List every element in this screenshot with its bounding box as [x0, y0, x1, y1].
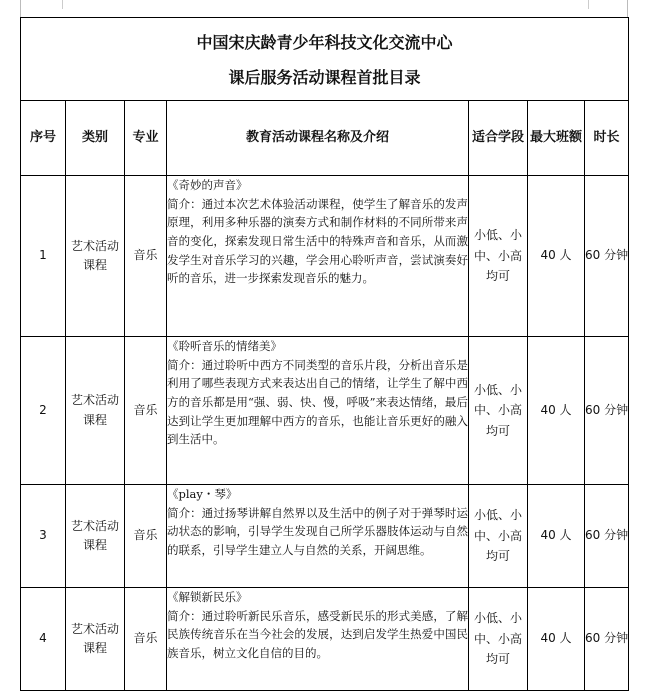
cell-max-class: 40 人 — [528, 485, 585, 588]
document-title: 中国宋庆龄青少年科技文化交流中心 — [196, 32, 453, 52]
cell-major: 音乐 — [125, 176, 167, 337]
col-header-suitable: 适合学段 — [469, 101, 528, 176]
cell-duration: 60 分钟 — [585, 337, 629, 485]
cell-major: 音乐 — [125, 588, 167, 691]
table-row — [21, 337, 629, 485]
cell-suitable: 小低、小中、小高均可 — [469, 588, 528, 691]
cell-no: 2 — [21, 337, 66, 485]
course-intro: 简介：通过本次艺术体验活动课程，使学生了解音乐的发声原理，利用多种乐器的演奏方式和制作材料的不同所带来声音的变化，探索发现日常生活中的特殊声音和音乐，从而激发学生对音乐学习的兴趣，学会用心聆听声音，尝试演奏好听的音乐，进一步探索发现音乐的魅力。 — [167, 196, 468, 286]
cell-category: 艺术活动课程 — [66, 337, 125, 485]
document-subtitle: 课后服务活动课程首批目录 — [228, 68, 421, 87]
cell-no: 3 — [21, 485, 66, 588]
title-cell — [21, 18, 629, 101]
cell-max-class: 40 人 — [528, 588, 585, 691]
table-row — [21, 176, 629, 337]
cell-duration: 60 分钟 — [585, 485, 629, 588]
course-catalog-table — [20, 17, 629, 691]
col-header-max-class: 最大班额 — [528, 101, 585, 176]
col-header-no: 序号 — [21, 101, 66, 176]
cell-no: 1 — [21, 176, 66, 337]
cell-category: 艺术活动课程 — [66, 176, 125, 337]
cell-category: 艺术活动课程 — [66, 485, 125, 588]
course-name: 《聆听音乐的情绪美》 — [167, 339, 282, 353]
col-header-duration: 时长 — [585, 101, 629, 176]
cell-suitable: 小低、小中、小高均可 — [469, 337, 528, 485]
course-name: 《奇妙的声音》 — [167, 178, 248, 192]
table-row — [21, 588, 629, 691]
cell-course — [167, 176, 469, 337]
cell-duration: 60 分钟 — [585, 176, 629, 337]
course-name: 《解锁新民乐》 — [167, 590, 248, 604]
title-row — [21, 18, 629, 101]
header-row — [21, 101, 629, 176]
cell-category: 艺术活动课程 — [66, 588, 125, 691]
cell-max-class: 40 人 — [528, 337, 585, 485]
crop-mark-right-inner — [588, 0, 589, 9]
cell-course — [167, 337, 469, 485]
col-header-course: 教育活动课程名称及介绍 — [167, 101, 469, 176]
cell-suitable: 小低、小中、小高均可 — [469, 485, 528, 588]
cell-major: 音乐 — [125, 485, 167, 588]
crop-mark-left — [20, 0, 21, 17]
crop-mark-left-inner — [62, 0, 63, 9]
col-header-category: 类别 — [66, 101, 125, 176]
cell-no: 4 — [21, 588, 66, 691]
cell-max-class: 40 人 — [528, 176, 585, 337]
course-intro: 简介：通过扬琴讲解自然界以及生活中的例子对于弹琴时运动状态的影响，引导学生发现自己所学乐器肢体运动与自然的联系，引导学生建立人与自然的关系，开阔思维。 — [167, 505, 468, 557]
course-intro: 简介：通过聆听中西方不同类型的音乐片段，分析出音乐是利用了哪些表现方式来表达出自己的情绪，让学生了解中西方的音乐都是用“强、弱、快、慢，呼吸”来表达情绪，最后达到让学生更加理解中西方的音乐，也能让音乐更好的融入到生活中。 — [167, 357, 468, 447]
cell-duration: 60 分钟 — [585, 588, 629, 691]
table-row — [21, 485, 629, 588]
cell-course — [167, 588, 469, 691]
cell-course — [167, 485, 469, 588]
col-header-major: 专业 — [125, 101, 167, 176]
course-intro: 简介：通过聆听新民乐音乐，感受新民乐的形式美感，了解民族传统音乐在当今社会的发展，达到启发学生热爱中国民族音乐，树立文化自信的目的。 — [167, 608, 468, 660]
cell-major: 音乐 — [125, 337, 167, 485]
cell-suitable: 小低、小中、小高均可 — [469, 176, 528, 337]
crop-mark-right — [627, 0, 628, 17]
course-name: 《play・琴》 — [167, 487, 238, 501]
